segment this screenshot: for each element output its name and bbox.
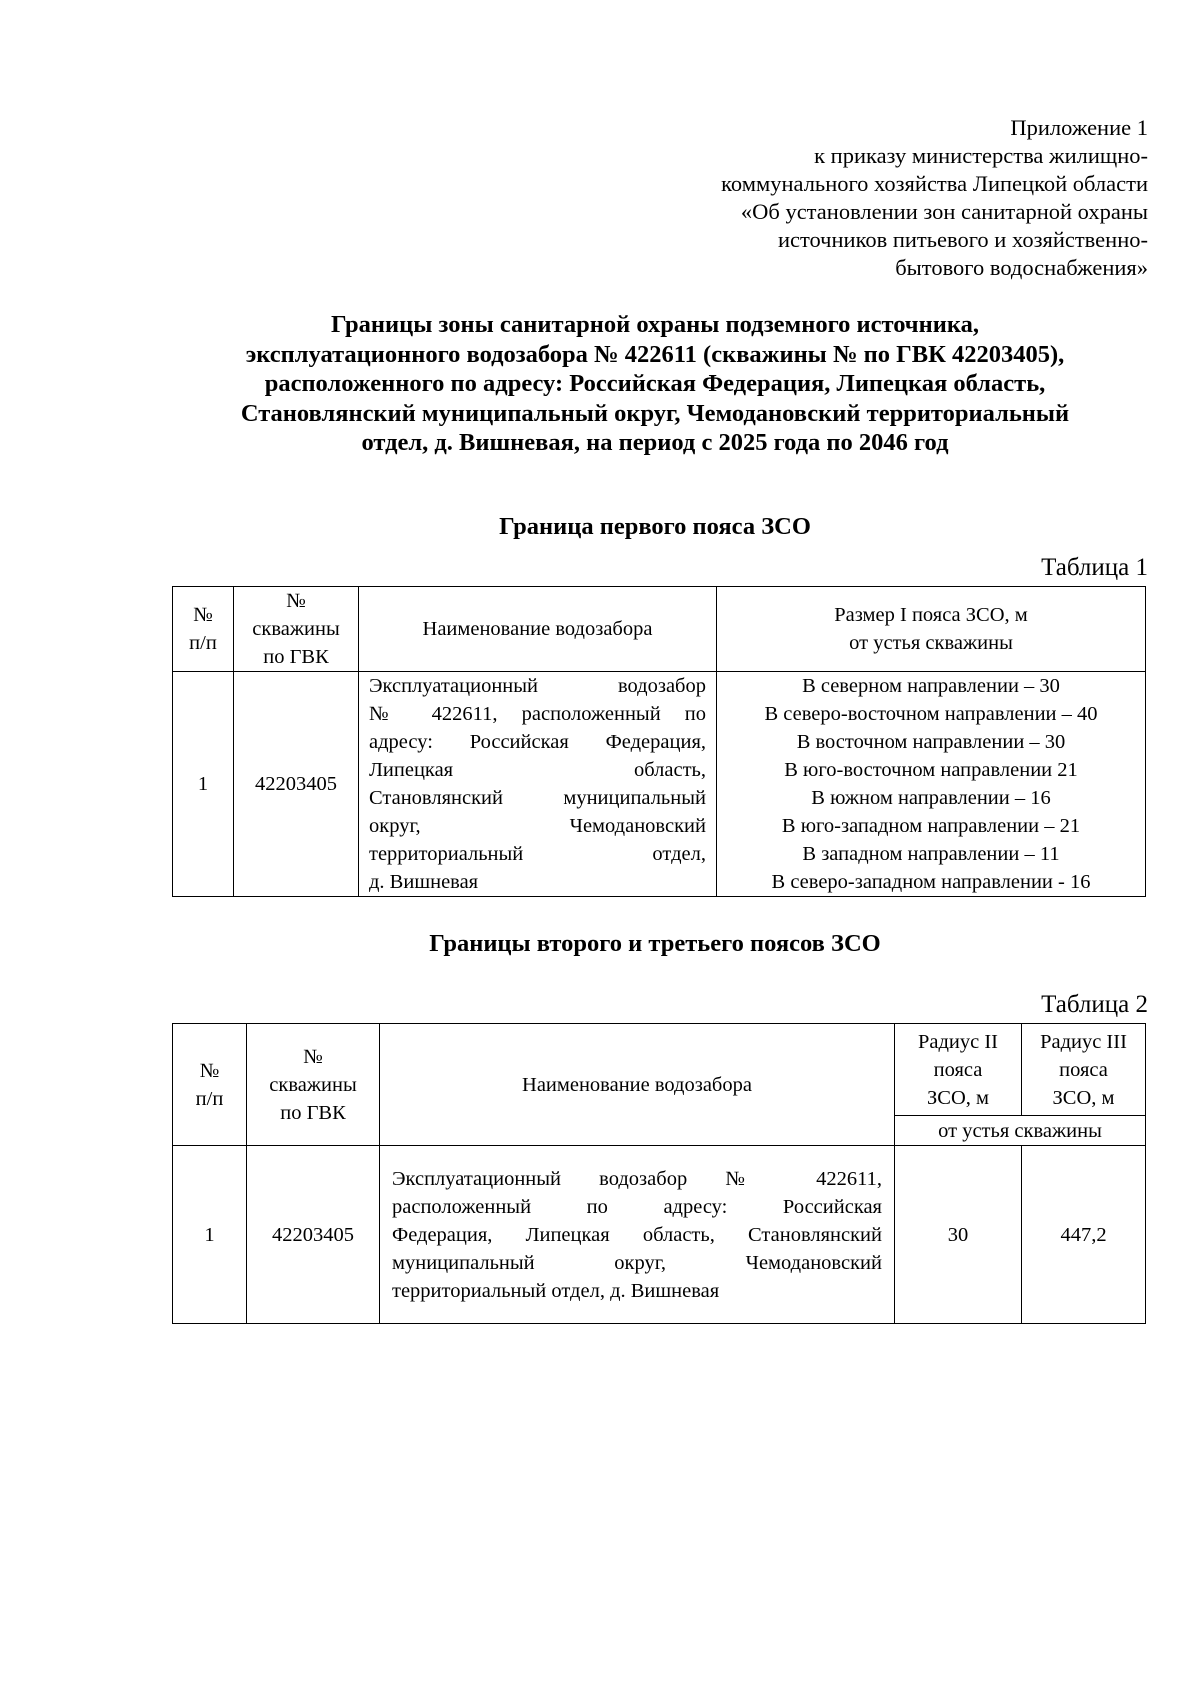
header-r3-line: пояса (1059, 1058, 1108, 1081)
name-line: Эксплуатационный водозабор № 422611, (392, 1167, 882, 1190)
table2-header-row (173, 1024, 1146, 1116)
name-line: д. Вишневая (369, 871, 479, 893)
direction-line: В юго-западном направлении – 21 (781, 815, 1081, 837)
appendix-line: к приказу министерства жилищно- (814, 143, 1148, 168)
table-row (173, 672, 1146, 897)
subheader-cell: от устья скважины (895, 1116, 1146, 1146)
header-num-line: № (199, 1059, 220, 1082)
row-name-cell (359, 672, 717, 897)
direction-line: В северо-западном направлении - 16 (771, 871, 1091, 893)
name-line: адресу: Российская Федерация, (369, 731, 706, 753)
title-line: эксплуатационного водозабора № 422611 (скважины № по ГВК 42203405), (245, 340, 1065, 368)
header-well-line: № (286, 590, 306, 612)
document-title (170, 310, 1140, 458)
name-line: № 422611, расположенный по (369, 703, 706, 725)
table2-label: Таблица 2 (1041, 991, 1148, 1018)
header-well-line: скважины (269, 1073, 357, 1096)
section1-heading: Граница первого пояса ЗСО (499, 513, 811, 540)
direction-line: В северо-восточном направлении – 40 (764, 703, 1098, 725)
name-line: территориальный отдел, (369, 843, 706, 865)
row-num-cell: 1 (173, 1146, 247, 1324)
header-well-cell (247, 1024, 380, 1146)
header-r2-line: ЗСО, м (927, 1086, 989, 1109)
appendix-line: «Об установлении зон санитарной охраны (740, 199, 1148, 224)
header-size-cell (717, 587, 1146, 672)
header-well-line: № (303, 1045, 323, 1068)
name-line: Липецкая область, (369, 759, 706, 781)
name-line: округ, Чемодановский (369, 815, 706, 837)
name-line: территориальный отдел, д. Вишневая (392, 1279, 720, 1302)
header-r2-line: пояса (933, 1058, 983, 1081)
table1-label: Таблица 1 (1041, 554, 1148, 581)
title-line: Становлянский муниципальный округ, Чемодановский территориальный (240, 399, 1070, 427)
direction-line: В северном направлении – 30 (802, 675, 1060, 697)
table2 (172, 1023, 1146, 1324)
header-size-line: Размер I пояса ЗСО, м (834, 604, 1028, 626)
name-line: Становлянский муниципальный (369, 787, 706, 809)
appendix-line: коммунального хозяйства Липецкой области (721, 171, 1148, 196)
name-line: Эксплуатационный водозабор (369, 675, 706, 697)
header-num-cell (173, 1024, 247, 1146)
direction-line: В южном направлении – 16 (811, 787, 1051, 809)
table-row (173, 1146, 1146, 1324)
table1 (172, 586, 1146, 897)
title-line: отдел, д. Вишневая, на период с 2025 года по 2046 год (361, 429, 949, 456)
name-line: Федерация, Липецкая область, Становлянский (392, 1223, 882, 1246)
header-size-line: от устья скважины (849, 632, 1013, 654)
header-well-line: по ГВК (280, 1101, 346, 1124)
header-name-cell: Наименование водозабора (359, 587, 717, 672)
row-well-cell: 42203405 (247, 1146, 380, 1324)
title-line: Границы зоны санитарной охраны подземного источника, (331, 311, 979, 338)
header-well-line: по ГВК (263, 646, 329, 668)
header-num-cell (173, 587, 234, 672)
header-well-line: скважины (252, 618, 340, 640)
header-r3-line: ЗСО, м (1052, 1086, 1115, 1109)
row-name-cell (380, 1146, 895, 1324)
row-well-cell: 42203405 (234, 672, 359, 897)
direction-line: В юго-восточном направлении 21 (784, 759, 1078, 781)
name-line: расположенный по адресу: Российская (392, 1195, 882, 1218)
appendix-line: Приложение 1 (1010, 115, 1148, 140)
appendix-line: бытового водоснабжения» (895, 255, 1148, 280)
row-r3-cell: 447,2 (1022, 1146, 1146, 1324)
header-well-cell (234, 587, 359, 672)
row-num-cell: 1 (173, 672, 234, 897)
appendix-line: источников питьевого и хозяйственно- (777, 227, 1148, 252)
header-r3-cell (1022, 1024, 1146, 1116)
header-num-line: п/п (189, 632, 217, 654)
appendix-note (721, 114, 1148, 282)
header-name-cell: Наименование водозабора (380, 1024, 895, 1146)
header-r3-line: Радиус III (1040, 1030, 1127, 1053)
title-line: расположенного по адресу: Российская Федерация, Липецкая область, (264, 370, 1046, 397)
name-line: муниципальный округ, Чемодановский (392, 1251, 882, 1274)
direction-line: В западном направлении – 11 (802, 843, 1060, 865)
section2-heading: Границы второго и третьего поясов ЗСО (429, 930, 881, 957)
row-r2-cell: 30 (895, 1146, 1022, 1324)
table1-header-row (173, 587, 1146, 672)
header-r2-cell (895, 1024, 1022, 1116)
header-r2-line: Радиус II (917, 1030, 999, 1053)
header-num-line: п/п (195, 1087, 224, 1110)
row-directions-cell (717, 672, 1146, 897)
direction-line: В восточном направлении – 30 (796, 731, 1066, 753)
header-num-line: № (193, 604, 213, 626)
